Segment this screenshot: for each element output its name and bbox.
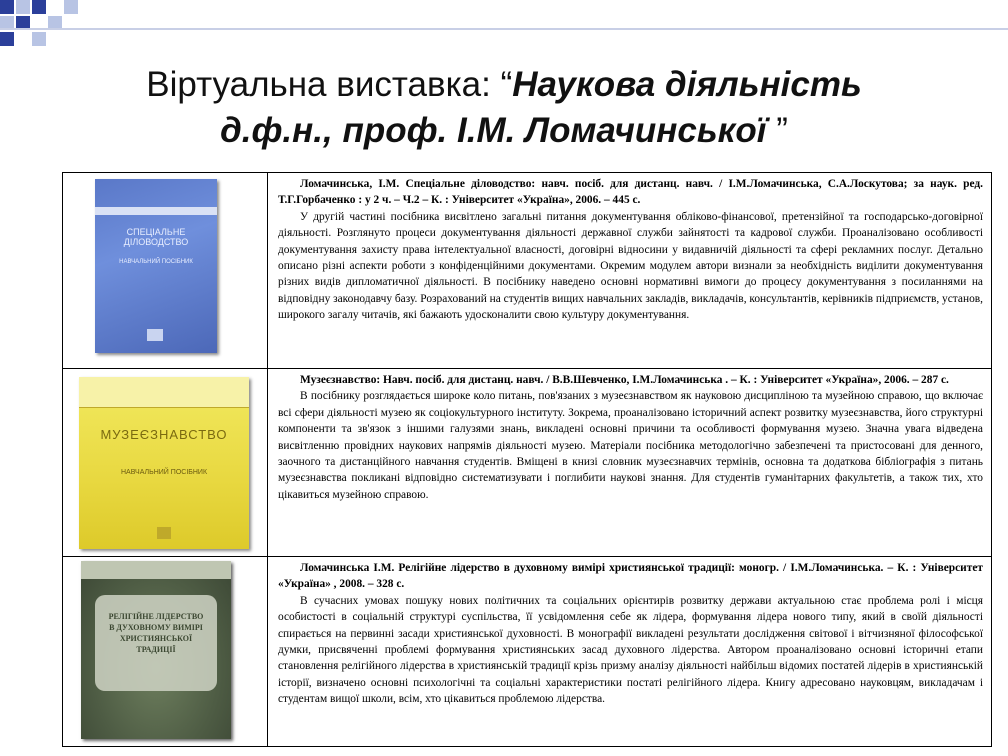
cover-cell: [63, 369, 268, 557]
decor-square: [0, 32, 14, 46]
book-info: [268, 557, 992, 747]
book-bibliography: Ломачинська І.М. Релігійне лідерство в духовному вимірі християнської традиції: моногр. / І.М.Ломачинська. – К. : Університет «Україна» , 2008. – 328 с.: [278, 562, 983, 591]
cover-cell: [63, 173, 268, 369]
decor-square: [32, 32, 46, 46]
exhibit-row: [63, 369, 992, 557]
header-divider: [0, 28, 1008, 30]
decor-square: [0, 0, 14, 14]
title-prefix: Віртуальна виставка: “: [146, 65, 513, 104]
cover-cell: [63, 557, 268, 747]
title-line1: Наукова діяльність: [512, 65, 862, 104]
exhibit-row: [63, 173, 992, 369]
book-bibliography: Ломачинська, І.М. Спеціальне діловодство: навч. посіб. для дистанц. навч. / І.М.Ломачинська, С.А.Лоскутова; за наук. ред. Т.Г.Горбаченко : у 2 ч. – Ч.2 – К. : Університет «Україна», 2006. – 445 с.: [278, 178, 983, 207]
decor-square: [32, 0, 46, 14]
book-description: В сучасних умовах пошуку нових політичних та соціальних орієнтирів розвитку держави актуальною стає проблема ролі і місця особистості в соціальній структурі суспільства, її усвідомлення себе як лідера, формування лідера нового типу, який в своїй діяльності спирається на первинні засади християнської духовності. В монографії викладені результати дослідження світової і вітчизняної філософської думки, присвяченні проблемі формування християнських засад духовного лідерства. Автором проаналізовано основні історичні етапи становлення релігійного лідерства в християнській традиції крізь призму аналізу діяльності найбільш відомих постатей лідерів в християнській історії, визначено основні психологічні та соціальні характеристики постаті релігійного лідера. Книгу адресовано науковцям, викладачам і студентам вищої школи, всім, хто цікавиться проблемою лідерства.: [278, 594, 983, 706]
exhibit-table: [62, 172, 992, 747]
book-bibliography: Музеєзнавство: Навч. посіб. для дистанц. навч. / В.В.Шевченко, І.М.Ломачинська . – К. : Університет «Україна», 2006. – 287 с.: [300, 374, 949, 386]
book-description: У другій частині посібника висвітлено загальні питання документування обліково-фінансової, претензійної та господарсько-договірної діяльності. Розглянуто процеси документування діяльності державної служби зайнятості та кадрової служби. Проаналізовано особливості документування захисту права інтелектуальної власності, договірні відносини у видавничій діяльності та сфері рекламних послуг. Детально описано різні аспекти роботи з конфіденційними документами. Окремим модулем автори визнали за необхідність виділити документування різних видів дипломатичної діяльності. В посібнику наведено основні нормативні вимоги до процесу документування з посиланнями на відповідну законодавчу базу. Розрахований на студентів вищих навчальних закладів, викладачів, консультантів, керівників підприємств, установ, широкого загалу читачів, які бажають удосконалити свою культуру документування.: [278, 210, 983, 322]
book-info: [268, 173, 992, 369]
book-cover-image: СПЕЦІАЛЬНЕ ДІЛОВОДСТВО НАВЧАЛЬНИЙ ПОСІБНИК: [95, 179, 217, 353]
book-cover-image: РЕЛІГІЙНЕ ЛІДЕРСТВО В ДУХОВНОМУ ВИМІРІ ХРИСТИЯНСЬКОЇ ТРАДИЦІЇ: [81, 561, 231, 739]
book-description: В посібнику розглядається широке коло питань, пов'язаних з музеєзнавством як науковою дисципліною та музейною справою, що включає всі сфери діяльності музею як соціокультурного інституту. Зокрема, проаналізовано історичний аспект розвитку музеєзнавства, його структурні компоненти та зв'язок з іншими галузями знань, викладені основні причини та особливості формування музею. Значна увага відведена висвітленню провідних наукових напрямів діяльності музею. Матеріали посібника методологічно забезпечені та пристосовані для денного, заочного та дистанційного навчання студентів. Вміщені в книзі словник музеєзнавчих термінів, основна та додаткова бібліографія з питань музеєзнавства покликані відповідно систематизувати і поглибити наукові знання. Для студентів гуманітарних факультетів, а також тих, хто цікавиться музейною справою.: [278, 390, 983, 501]
title-suffix: ”: [766, 111, 788, 150]
slide-title: [0, 62, 1008, 154]
decor-square: [64, 0, 78, 14]
exhibit-row: [63, 557, 992, 747]
book-info: [268, 369, 992, 557]
book-cover-image: МУЗЕЄЗНАВСТВО НАВЧАЛЬНИЙ ПОСІБНИК: [79, 377, 249, 549]
decor-square: [16, 0, 30, 14]
title-line2: д.ф.н., проф. І.М. Ломачинської: [220, 111, 767, 150]
